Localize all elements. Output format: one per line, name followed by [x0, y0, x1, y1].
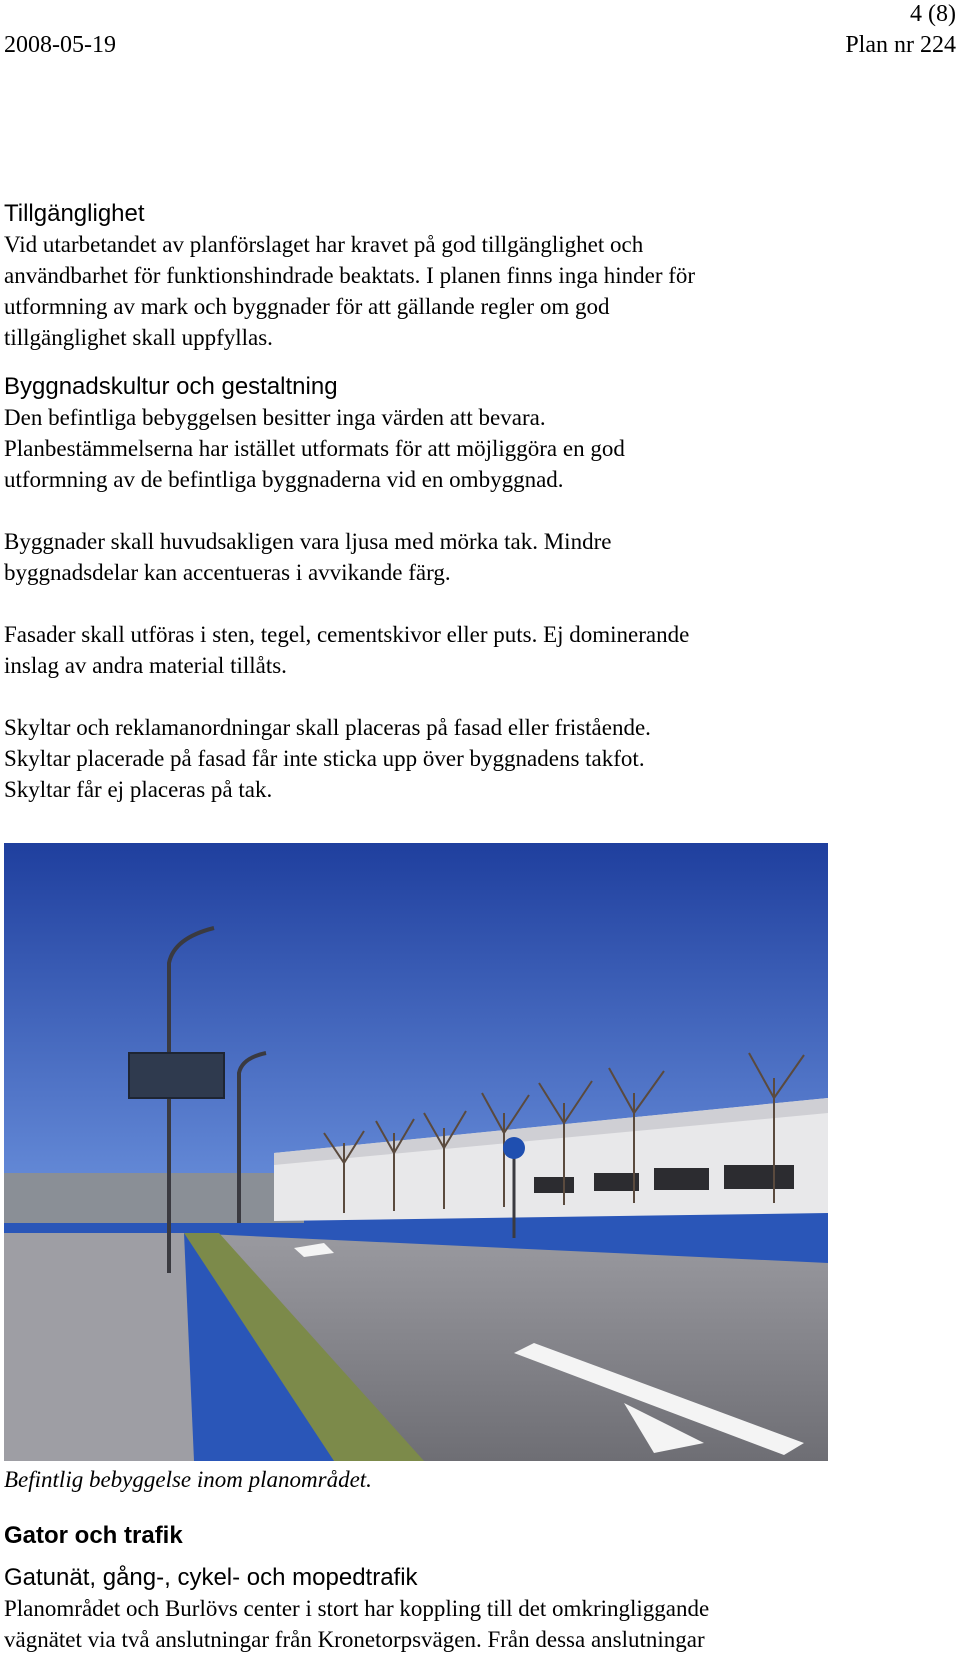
sidewalk — [4, 1233, 194, 1461]
window — [534, 1177, 574, 1193]
paragraph-line: utformning av de befintliga byggnaderna vid en ombyggnad. — [4, 467, 564, 492]
paragraph-line: Planbestämmelserna har istället utformats för att möjliggöra en god — [4, 436, 625, 461]
window — [654, 1168, 709, 1190]
subheading-gatunat: Gatunät, gång-, cykel- och mopedtrafik — [4, 1564, 418, 1591]
paragraph-line: Den befintliga bebyggelsen besitter inga värden att bevara. — [4, 405, 546, 430]
parking-area — [4, 1173, 304, 1223]
section-gator — [4, 1521, 954, 1655]
page-number: 4 (8) — [910, 1, 956, 27]
heading-byggnadskultur: Byggnadskultur och gestaltning — [4, 373, 338, 400]
paragraph-line: Skyltar får ej placeras på tak. — [4, 777, 273, 802]
paragraph-line: inslag av andra material tillåts. — [4, 653, 287, 678]
paragraph-line: Vid utarbetandet av planförslaget har kravet på god tillgänglighet och — [4, 232, 644, 257]
street-scene-illustration — [4, 843, 828, 1461]
window — [724, 1165, 794, 1189]
heading-tillganglighet: Tillgänglighet — [4, 200, 145, 227]
paragraph-line: användbarhet för funktionshindrade beaktats. I planen finns inga hinder för — [4, 263, 696, 288]
section-byggnadskultur — [4, 372, 954, 805]
heading-gator: Gator och trafik — [4, 1522, 183, 1549]
paragraph-line: Skyltar placerade på fasad får inte sticka upp över byggnadens takfot. — [4, 746, 645, 771]
paragraph-line: Planområdet och Burlövs center i stort har koppling till det omkringliggande — [4, 1596, 710, 1621]
header-date: 2008-05-19 — [4, 32, 116, 58]
paragraph-line: vägnätet via två anslutningar från Kronetorpsvägen. Från dessa anslutningar — [4, 1627, 705, 1652]
traffic-sign — [503, 1137, 525, 1159]
window — [594, 1173, 639, 1191]
paragraph-line: utformning av mark och byggnader för att gällande regler om god — [4, 294, 610, 319]
section-tillganglighet — [4, 199, 954, 353]
paragraph-line: tillgänglighet skall uppfyllas. — [4, 325, 273, 350]
paragraph-line: Byggnader skall huvudsakligen vara ljusa med mörka tak. Mindre — [4, 529, 612, 554]
photo-caption: Befintlig bebyggelse inom planområdet. — [4, 1467, 372, 1492]
paragraph-line: Skyltar och reklamanordningar skall placeras på fasad eller fristående. — [4, 715, 651, 740]
paragraph-line: Fasader skall utföras i sten, tegel, cementskivor eller puts. Ej dominerande — [4, 622, 690, 647]
header-plan-number: Plan nr 224 — [845, 32, 956, 58]
sign-board — [129, 1053, 224, 1098]
page-header — [4, 30, 956, 60]
street-photo — [4, 843, 828, 1461]
paragraph-line: byggnadsdelar kan accentueras i avvikande färg. — [4, 560, 451, 585]
